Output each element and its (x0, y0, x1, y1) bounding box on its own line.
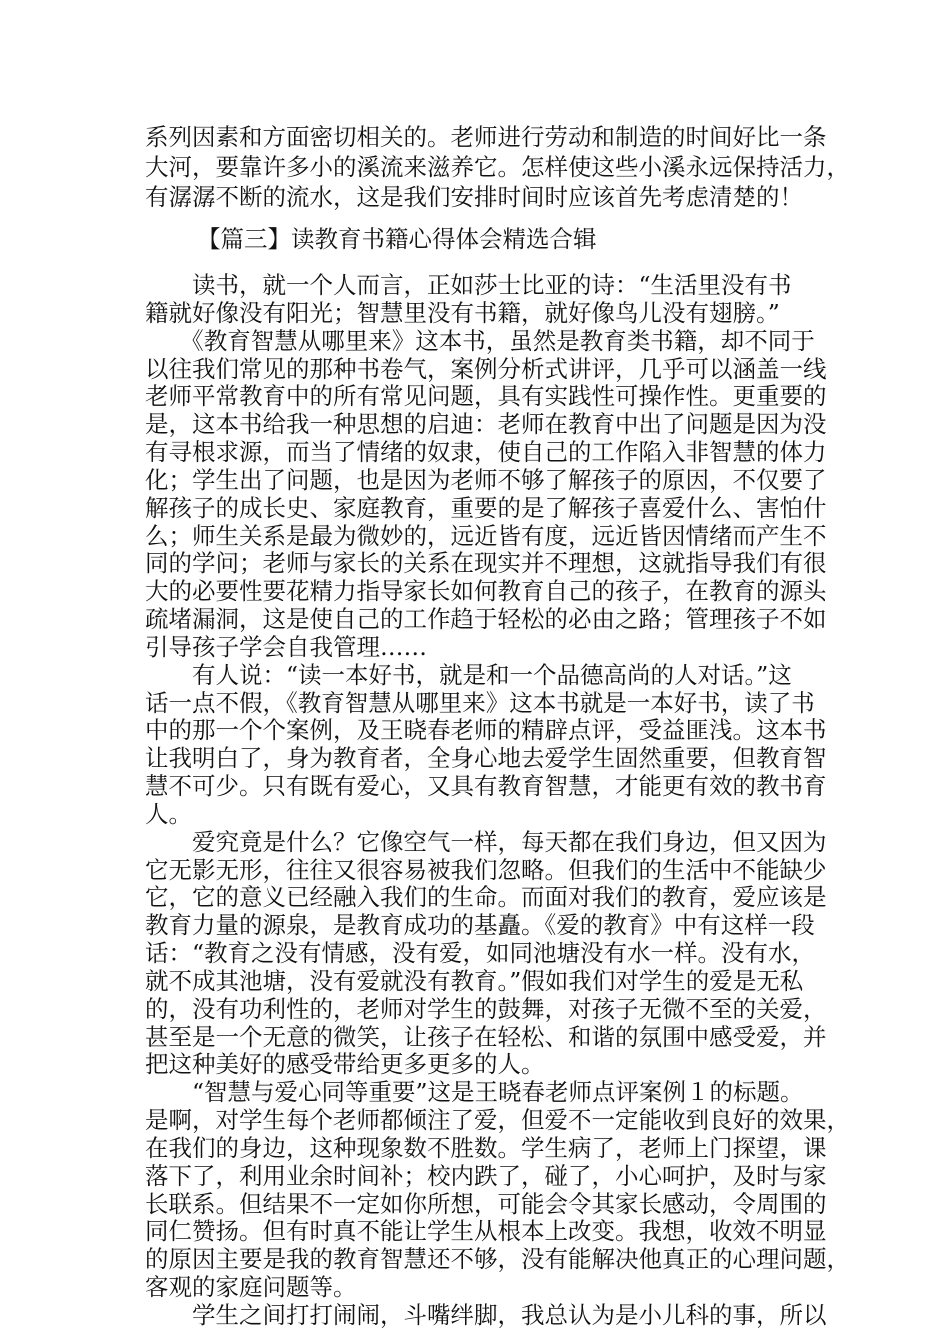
body-line: 落下了，利用业余时间补；校内跌了，碰了，小心呵护，及时与家 (145, 1162, 827, 1190)
section-heading: 【篇三】读教育书籍心得体会精选合辑 (197, 225, 597, 253)
body-line: 有寻根求源，而当了情绪的奴隶，使自己的工作陷入非智慧的体力 (145, 438, 827, 466)
body-line: 在我们的身边，这种现象数不胜数。学生病了，老师上门探望，课 (145, 1134, 827, 1162)
body-line: 大的必要性要花精力指导家长如何教育自己的孩子，在教育的源头 (145, 577, 827, 605)
body-line: 慧不可少。只有既有爱心，又具有教育智慧，才能更有效的教书育 (145, 772, 827, 800)
body-line: 人。 (145, 800, 192, 828)
body-line: 有人说：“读一本好书，就是和一个品德高尚的人对话。”这 (145, 661, 792, 689)
body-line: 以往我们常见的那种书卷气，案例分析式讲评，几乎可以涵盖一线 (145, 355, 827, 383)
body-line: 化；学生出了问题，也是因为老师不够了解孩子的原因，不仅要了 (145, 466, 827, 494)
body-line: 甚至是一个无意的微笑，让孩子在轻松、和谐的氛围中感受爱，并 (145, 1023, 827, 1051)
body-line: 的，没有功利性的，老师对学生的鼓舞，对孩子无微不至的关爱， (145, 995, 827, 1023)
body-line: 中的那一个个案例，及王晓春老师的精辟点评，受益匪浅。这本书 (145, 716, 827, 744)
body-line: 是啊，对学生每个老师都倾注了爱，但爱不一定能收到良好的效果， (145, 1106, 850, 1134)
intro-line: 有潺潺不断的流水，这是我们安排时间时应该首先考虑清楚的！ (145, 183, 803, 211)
body-line: 让我明白了，身为教育者，全身心地去爱学生固然重要，但教育智 (145, 744, 827, 772)
body-line: 解孩子的成长史、家庭教育，重要的是了解孩子喜爱什么、害怕什 (145, 494, 827, 522)
body-line: 籍就好像没有阳光；智慧里没有书籍，就好像鸟儿没有翅膀。” (145, 299, 780, 327)
body-line: 引导孩子学会自我管理…… (145, 633, 427, 661)
body-line: 的原因主要是我的教育智慧还不够，没有能解决他真正的心理问题， (145, 1245, 850, 1273)
body-line: 爱究竟是什么？它像空气一样，每天都在我们身边，但又因为 (145, 828, 827, 856)
intro-line: 大河，要靠许多小的溪流来滋养它。怎样使这些小溪永远保持活力， (145, 153, 850, 181)
body-line: 么；师生关系是最为微妙的，远近皆有度，远近皆因情绪而产生不 (145, 522, 827, 550)
intro-line: 系列因素和方面密切相关的。老师进行劳动和制造的时间好比一条 (145, 123, 827, 151)
body-line: 它，它的意义已经融入我们的生命。而面对我们的教育，爱应该是 (145, 883, 827, 911)
body-line: 教育力量的源泉，是教育成功的基矗。《爱的教育》中有这样一段 (145, 911, 815, 939)
body-line: 读书，就一个人而言，正如莎士比亚的诗：“生活里没有书 (145, 271, 792, 299)
body-line: 老师平常教育中的所有常见问题，具有实践性可操作性。更重要的 (145, 382, 827, 410)
body-line: “智慧与爱心同等重要”这是王晓春老师点评案例１的标题。 (145, 1078, 804, 1106)
body-line: 是，这本书给我一种思想的启迪：老师在教育中出了问题是因为没 (145, 410, 827, 438)
body-line: 同仁赞扬。但有时真不能让学生从根本上改变。我想，收效不明显 (145, 1217, 827, 1245)
body-line: 就不成其池塘，没有爱就没有教育。”假如我们对学生的爱是无私 (145, 967, 804, 995)
body-line: 它无影无形，往往又很容易被我们忽略。但我们的生活中不能缺少 (145, 856, 827, 884)
body-line: 话一点不假，《教育智慧从哪里来》这本书就是一本好书，读了书 (145, 689, 815, 717)
body-line: 话：“教育之没有情感，没有爱，如同池塘没有水一样。没有水， (145, 939, 816, 967)
body-line: 同的学问；老师与家长的关系在现实并不理想，这就指导我们有很 (145, 549, 827, 577)
body-line: 客观的家庭问题等。 (145, 1273, 357, 1301)
body-line: 长联系。但结果不一定如你所想，可能会令其家长感动，令周围的 (145, 1190, 827, 1218)
body-line: 疏堵漏洞，这是使自己的工作趋于轻松的必由之路；管理孩子不如 (145, 605, 827, 633)
body-line: 《教育智慧从哪里来》这本书，虽然是教育类书籍，却不同于 (145, 327, 815, 355)
body-line: 学生之间打打闹闹，斗嘴绊脚，我总认为是小儿科的事，所以 (145, 1301, 827, 1329)
body-line: 把这种美好的感受带给更多更多的人。 (145, 1050, 545, 1078)
